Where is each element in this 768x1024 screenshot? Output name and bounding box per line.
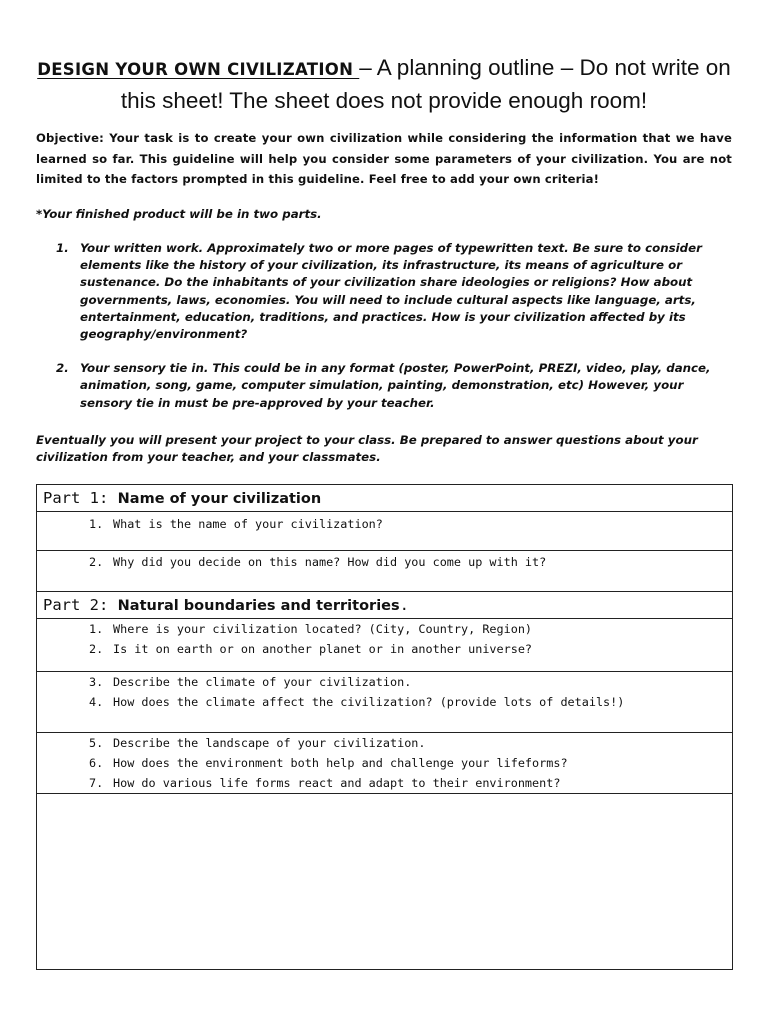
question-item: 7. How do various life forms react and adapt to their environment?	[89, 776, 561, 790]
title-subtitle: – A planning outline – Do not write on this sheet! The sheet does not provide enough room!	[120, 55, 731, 113]
part2-question-cell	[37, 672, 733, 733]
part1-label: Part 1:	[43, 489, 109, 507]
question-list	[37, 672, 732, 712]
part2-title-period: .	[399, 596, 409, 614]
question-item: 3. Describe the climate of your civilization.	[89, 675, 412, 689]
list-item-number: 2.	[56, 361, 69, 376]
list-item-number: 1.	[56, 241, 69, 255]
list-item-text: Your sensory tie in. This could be in any format (poster, PowerPoint, PREZI, video, play, dance, animation, song, game, computer simulation, painting, demonstration, etc) However, your sensory tie in must be pre-approved by your teacher.	[80, 361, 711, 410]
title-heading: DESIGN YOUR OWN CIVILIZATION	[37, 60, 360, 79]
list-item	[56, 360, 720, 412]
product-parts-list	[56, 240, 720, 412]
question-item: 1. What is the name of your civilization?	[89, 517, 383, 531]
part1-title: Name of your civilization	[117, 491, 322, 507]
finished-product-note: *Your finished product will be in two parts.	[36, 207, 322, 221]
presentation-note: Eventually you will present your project to your class. Be prepared to answer questions about your civilization from your teacher, and your classmates.	[36, 433, 698, 465]
table-row	[37, 512, 733, 551]
table-row	[37, 485, 733, 512]
question-item: 6. How does the environment both help and challenge your lifeforms?	[89, 756, 568, 770]
table-row	[37, 619, 733, 672]
question-list	[37, 512, 732, 534]
table-row	[37, 551, 733, 592]
objective-paragraph: Objective: Your task is to create your own civilization while considering the information that we have learned so far. This guideline will help you consider some parameters of your civilization. You are not limited to the factors prompted in this guideline. Feel free to add your own criteria!	[36, 131, 732, 186]
part2-title: Natural boundaries and territories	[117, 598, 400, 614]
part2-question-cell	[37, 619, 733, 672]
table-row	[37, 672, 733, 733]
question-list	[37, 551, 732, 572]
list-item-text: Your written work. Approximately two or more pages of typewritten text. Be sure to consider elements like the history of your civilization, its infrastructure, its means of agriculture or sustenance. Do the inhabitants of your civilization share ideologies or religions? How about governments, laws, economies. You will need to include cultural aspects like language, arts, entertainment, education, traditions, and practices. How is your civilization affected by its geography/environment?	[80, 241, 702, 342]
blank-answer-cell	[37, 794, 733, 970]
planning-outline-table	[36, 484, 733, 970]
table-row	[37, 592, 733, 619]
part2-question-cell	[37, 733, 733, 794]
part2-header	[37, 592, 733, 619]
part1-question-cell	[37, 551, 733, 592]
part1-question-cell	[37, 512, 733, 551]
question-item: 4. How does the climate affect the civilization? (provide lots of details!)	[89, 695, 625, 709]
part2-label: Part 2:	[43, 596, 109, 614]
table-row	[37, 733, 733, 794]
question-item: 5. Describe the landscape of your civilization.	[89, 736, 426, 750]
question-item: 2. Why did you decide on this name? How did you come up with it?	[89, 555, 547, 569]
list-item	[56, 240, 720, 343]
question-list	[37, 733, 732, 793]
question-item: 1. Where is your civilization located? (City, Country, Region)	[89, 622, 533, 636]
page-title	[30, 52, 738, 116]
question-item: 2. Is it on earth or on another planet or in another universe?	[89, 642, 533, 656]
table-row	[37, 794, 733, 970]
question-list	[37, 619, 732, 659]
part1-header	[37, 485, 733, 512]
